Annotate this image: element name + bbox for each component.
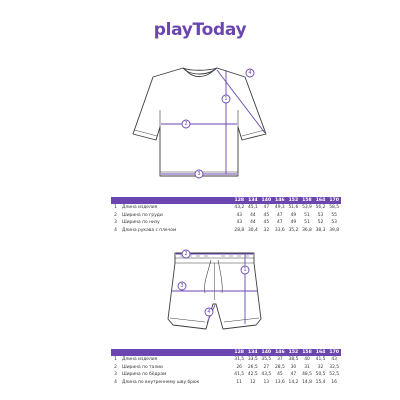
size-header: 152 bbox=[288, 198, 299, 203]
measurement-value: 49 bbox=[290, 220, 297, 226]
measurement-value: 50,5 bbox=[315, 372, 326, 378]
row-number: 4 bbox=[114, 380, 117, 386]
svg-text:2: 2 bbox=[184, 121, 188, 127]
size-header: 128 bbox=[234, 350, 244, 355]
measurement-value: 27 bbox=[263, 364, 270, 370]
measurement-value: 42,5 bbox=[247, 372, 258, 378]
row-number: 4 bbox=[114, 228, 117, 234]
measurement-value: 52 bbox=[317, 220, 324, 226]
measurement-value: 26,5 bbox=[247, 364, 258, 370]
size-header: 134 bbox=[248, 198, 258, 203]
measurement-value: 35,5 bbox=[261, 357, 272, 363]
measurement-value: 52,5 bbox=[329, 372, 340, 378]
svg-text:4: 4 bbox=[248, 70, 252, 76]
svg-text:1: 1 bbox=[224, 96, 228, 102]
measurement-value: 45 bbox=[263, 220, 270, 226]
tshirt-marker-3 bbox=[195, 170, 203, 178]
measurement-value: 39,8 bbox=[329, 228, 340, 234]
table-row bbox=[111, 379, 341, 387]
measurement-value: 38,5 bbox=[288, 357, 299, 363]
shorts-technical-drawing bbox=[0, 244, 400, 346]
measurement-value: 56,2 bbox=[315, 205, 326, 211]
measurement-value: 49 bbox=[290, 212, 297, 218]
size-header: 164 bbox=[315, 350, 326, 355]
measurement-name: Ширина по низу bbox=[122, 220, 160, 226]
measurement-value: 51 bbox=[304, 212, 310, 218]
table-header-row bbox=[111, 197, 341, 204]
measurement-value: 12 bbox=[249, 380, 256, 386]
measurement-value: 48,5 bbox=[302, 372, 312, 378]
table-row bbox=[111, 212, 341, 220]
row-number: 3 bbox=[114, 220, 117, 226]
size-header: 170 bbox=[329, 350, 339, 355]
measurement-value: 43 bbox=[236, 220, 243, 226]
table-row bbox=[111, 219, 341, 227]
tshirt-marker-1 bbox=[222, 95, 230, 103]
svg-text:1: 1 bbox=[243, 267, 247, 273]
measurement-name: Длина по внутреннему шву брюк bbox=[122, 380, 200, 386]
measurement-value: 38,3 bbox=[315, 228, 326, 234]
measurement-value: 49,3 bbox=[274, 205, 285, 211]
measurement-value: 13 bbox=[263, 380, 270, 386]
row-number: 1 bbox=[114, 205, 117, 211]
measurement-value: 35,2 bbox=[288, 228, 299, 234]
size-header: 134 bbox=[247, 350, 258, 355]
measurement-value: 51,6 bbox=[288, 205, 299, 211]
brand-logo: playToday bbox=[153, 20, 247, 40]
measurement-value: 11 bbox=[236, 380, 242, 386]
row-number: 2 bbox=[114, 364, 117, 370]
row-number: 3 bbox=[114, 372, 117, 378]
size-header: 170 bbox=[329, 198, 339, 203]
size-header: 140 bbox=[261, 350, 272, 355]
measurement-value: 47 bbox=[277, 212, 283, 218]
size-header: 152 bbox=[288, 350, 299, 355]
measurement-value: 32 bbox=[317, 364, 324, 370]
measurement-value: 14,8 bbox=[302, 380, 312, 386]
table-row bbox=[111, 371, 341, 379]
measurement-value: 16 bbox=[331, 380, 337, 386]
measurement-value: 58,5 bbox=[329, 205, 340, 211]
size-header: 140 bbox=[261, 198, 272, 203]
tshirt-size-table bbox=[111, 197, 341, 234]
svg-text:3: 3 bbox=[197, 171, 201, 177]
svg-text:2: 2 bbox=[184, 251, 188, 257]
shorts-size-table bbox=[111, 349, 341, 386]
shorts-marker-2 bbox=[182, 250, 190, 258]
size-header: 146 bbox=[275, 198, 285, 203]
header-blank-cell bbox=[111, 197, 233, 204]
row-number: 1 bbox=[114, 357, 117, 363]
measurement-value: 45 bbox=[263, 212, 270, 218]
measurement-value: 43 bbox=[331, 357, 337, 363]
measurement-name: Длина рукава с плечом bbox=[122, 228, 177, 234]
measurement-value: 47 bbox=[277, 220, 283, 226]
table-row bbox=[111, 227, 341, 235]
tshirt-outline bbox=[133, 68, 266, 176]
svg-text:3: 3 bbox=[180, 283, 184, 289]
measurement-name: Ширина по груди bbox=[122, 212, 163, 218]
size-header: 164 bbox=[315, 198, 326, 203]
measurement-value: 43,2 bbox=[234, 205, 245, 211]
measurement-value: 33,6 bbox=[274, 228, 285, 234]
size-header: 158 bbox=[302, 350, 312, 355]
measurement-value: 53 bbox=[331, 220, 337, 226]
measurement-value: 43,5 bbox=[261, 372, 272, 378]
measurement-name: Длина изделия bbox=[122, 357, 158, 363]
tshirt-marker-4 bbox=[246, 69, 254, 77]
measurement-value: 13,6 bbox=[274, 380, 285, 386]
measurement-value: 44 bbox=[250, 220, 256, 226]
measurement-value: 55 bbox=[331, 212, 337, 218]
table-header-row bbox=[111, 349, 341, 356]
measurement-name: Ширина по талии bbox=[122, 364, 163, 370]
measurement-value: 40 bbox=[304, 357, 310, 363]
measurement-value: 31 bbox=[304, 364, 310, 370]
measurement-value: 45 bbox=[277, 372, 283, 378]
measurement-value: 41,5 bbox=[315, 357, 326, 363]
measurement-value: 36,8 bbox=[302, 228, 312, 234]
measurement-value: 15,4 bbox=[315, 380, 326, 386]
header-blank-cell bbox=[111, 349, 232, 356]
measurement-value: 43 bbox=[236, 212, 243, 218]
measurement-value: 32 bbox=[263, 228, 270, 234]
measurement-value: 30,4 bbox=[248, 228, 258, 234]
measurement-value: 28,5 bbox=[274, 364, 285, 370]
measurement-value: 33,5 bbox=[247, 357, 258, 363]
table-row bbox=[111, 356, 341, 364]
size-header: 146 bbox=[275, 350, 285, 355]
measurement-value: 28,8 bbox=[234, 228, 245, 234]
measurement-value: 32,5 bbox=[329, 364, 340, 370]
measurement-value: 37 bbox=[277, 357, 283, 363]
size-header: 158 bbox=[302, 198, 312, 203]
measurement-name: Длина изделия bbox=[122, 205, 158, 211]
measurement-value: 31,5 bbox=[234, 357, 245, 363]
svg-text:4: 4 bbox=[207, 309, 211, 315]
measurement-value: 30 bbox=[290, 364, 297, 370]
tshirt-technical-drawing bbox=[0, 58, 400, 184]
tshirt-marker-2 bbox=[182, 120, 190, 128]
measurement-value: 51 bbox=[304, 220, 310, 226]
measurement-name: Ширина по бёдрам bbox=[122, 372, 167, 378]
shorts-marker-4 bbox=[205, 308, 213, 316]
measurement-value: 45,1 bbox=[248, 205, 258, 211]
size-header: 128 bbox=[234, 198, 245, 203]
shorts-marker-1 bbox=[241, 266, 249, 274]
measurement-value: 53,9 bbox=[302, 205, 312, 211]
measurement-value: 26 bbox=[236, 364, 242, 370]
measurement-value: 14,2 bbox=[288, 380, 299, 386]
table-row bbox=[111, 364, 341, 372]
measurement-value: 41,5 bbox=[234, 372, 245, 378]
measurement-value: 47 bbox=[290, 372, 297, 378]
row-number: 2 bbox=[114, 212, 117, 218]
measurement-value: 47 bbox=[263, 205, 270, 211]
measurement-value: 44 bbox=[250, 212, 256, 218]
table-row bbox=[111, 204, 341, 212]
shorts-marker-3 bbox=[178, 282, 186, 290]
measurement-value: 53 bbox=[317, 212, 324, 218]
